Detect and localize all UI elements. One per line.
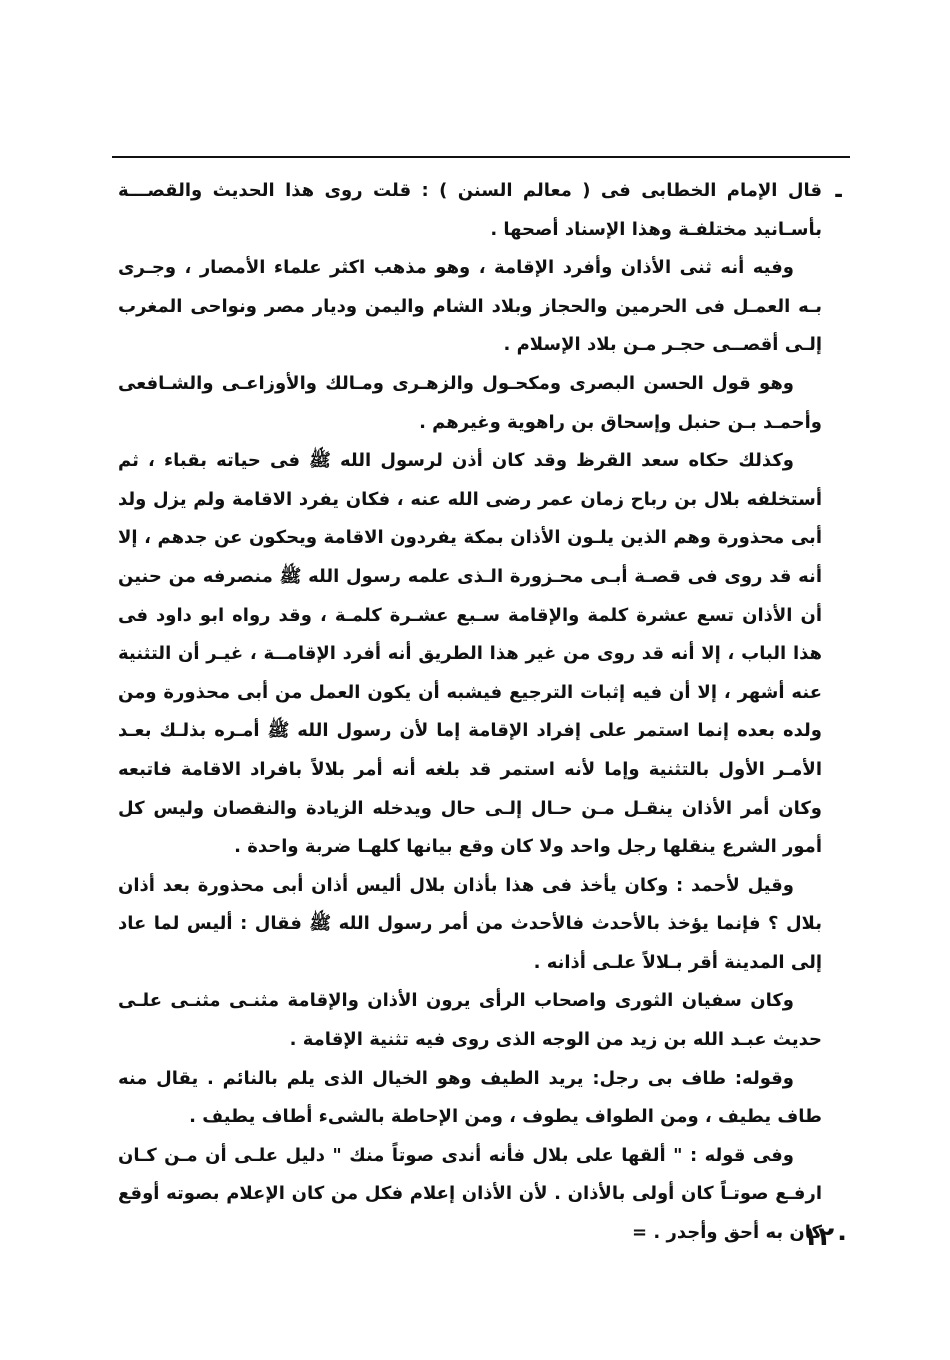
footnote-paragraph: وقيل لأحمد : وكان يأخذ فى هذا بأذان بلال أليس أذان أبى محذورة بعد أذان بلال ؟ فإنما يؤخذ بالأحدث فالأحدث من أمر رسول الله ﷺ فقال : أليس لما عاد إلى المدينة أقر بـلالاً علـى أذانه .	[118, 874, 822, 973]
footnote-paragraph: وكان سفيان الثورى واصحاب الرأى يرون الأذان والإقامة مثنـى مثنـى علـى حديث عبـد الله بن زيد من الوجه الذى روى فيه تثنية الإقامة .	[118, 990, 822, 1051]
continuation-mark: -	[834, 183, 844, 208]
footnote-paragraph: قال الإمام الخطابى فى ( معالم السنن ) : قلت روى هذا الحديث والقصـــة بأسـانيد مختلفـة وهذا الإسناد أصحها .	[118, 180, 822, 240]
footnote-paragraph: وفيه أنه ثنى الأذان وأفرد الإقامة ، وهو مذهب اكثر علماء الأمصار ، وجـرى بـه العمـل فى الحرمين والحجاز وبلاد الشام واليمن وديار مصر ونواحى المغرب إلـى أقصــى حجـر مـن بلاد الإسلام .	[118, 257, 822, 356]
footnote-paragraph: وهو قول الحسن البصرى ومكحـول والزهـرى ومـالك والأوزاعـى والشـافعى وأحمـد بـن حنبل وإسحاق بن راهوية وغيرهم .	[118, 372, 822, 433]
footnote-paragraph: وقوله: طاف بى رجل: يريد الطيف وهو الخيال الذى يلم بالنائم . يقال منه طاف يطيف ، ومن الطواف يطوف ، ومن الإحاطة بالشىء أطاف يطيف .	[118, 1067, 822, 1128]
page-number: ١٢٠	[802, 1222, 850, 1252]
footnote-paragraph: وكذلك حكاه سعد القرظ وقد كان أذن لرسول الله ﷺ فى حياته بقباء ، ثم أستخلفه بلال بن رباح زمان عمر رضى الله عنه ، فكان يفرد الاقامة ولم يزل ولد أبى محذورة وهم الذين يلـون الأذان بمكة يفردون الاقامة ويحكون عن جدهم ، إلا أنه قد روى فى قصـة أبـى محـزورة الـذى علمه رسول الله ﷺ منصرفه من حنين أن الأذان تسع عشرة كلمة والإقامة سـبع عشـرة كلمـة ، وقد رواه ابو داود فى هذا الباب ، إلا أنه قد روى من غير هذا الطريق أنه أفرد الإقامــة ، غيـر أن التثنية عنه أشهر ، إلا أن فيه إثبات الترجيع فيشبه أن يكون العمل من أبى محذورة ومن ولده بعده إنما استمر على إفراد الإقامة إما لأن رسول الله ﷺ أمـره بذلـك بعـد الأمـر الأول بالتثنية وإما لأنه استمر قد بلغه أنه أمر بلالاً بافراد الاقامة فاتبعه وكان أمر الأذان ينقـل مـن حـال إلـى حال ويدخله الزيادة والنقصان وليس كل أمور الشرع ينقلها رجل واحد ولا كان وقع بيانها كلهـا ضربة واحدة .	[118, 450, 822, 858]
footnote-separator-rule	[112, 156, 850, 158]
footnote-body	[118, 172, 822, 1253]
footnote-paragraph: وفى قوله : " ألقها على بلال فأنه أندى صوتاً منك " دليل علـى أن مـن كـان ارفـع صوتـاً كان أولى بالأذان . لأن الأذان إعلام فكل من كان الإعلام بصوته أوقع كان به أحق وأجدر . =	[118, 1144, 822, 1244]
